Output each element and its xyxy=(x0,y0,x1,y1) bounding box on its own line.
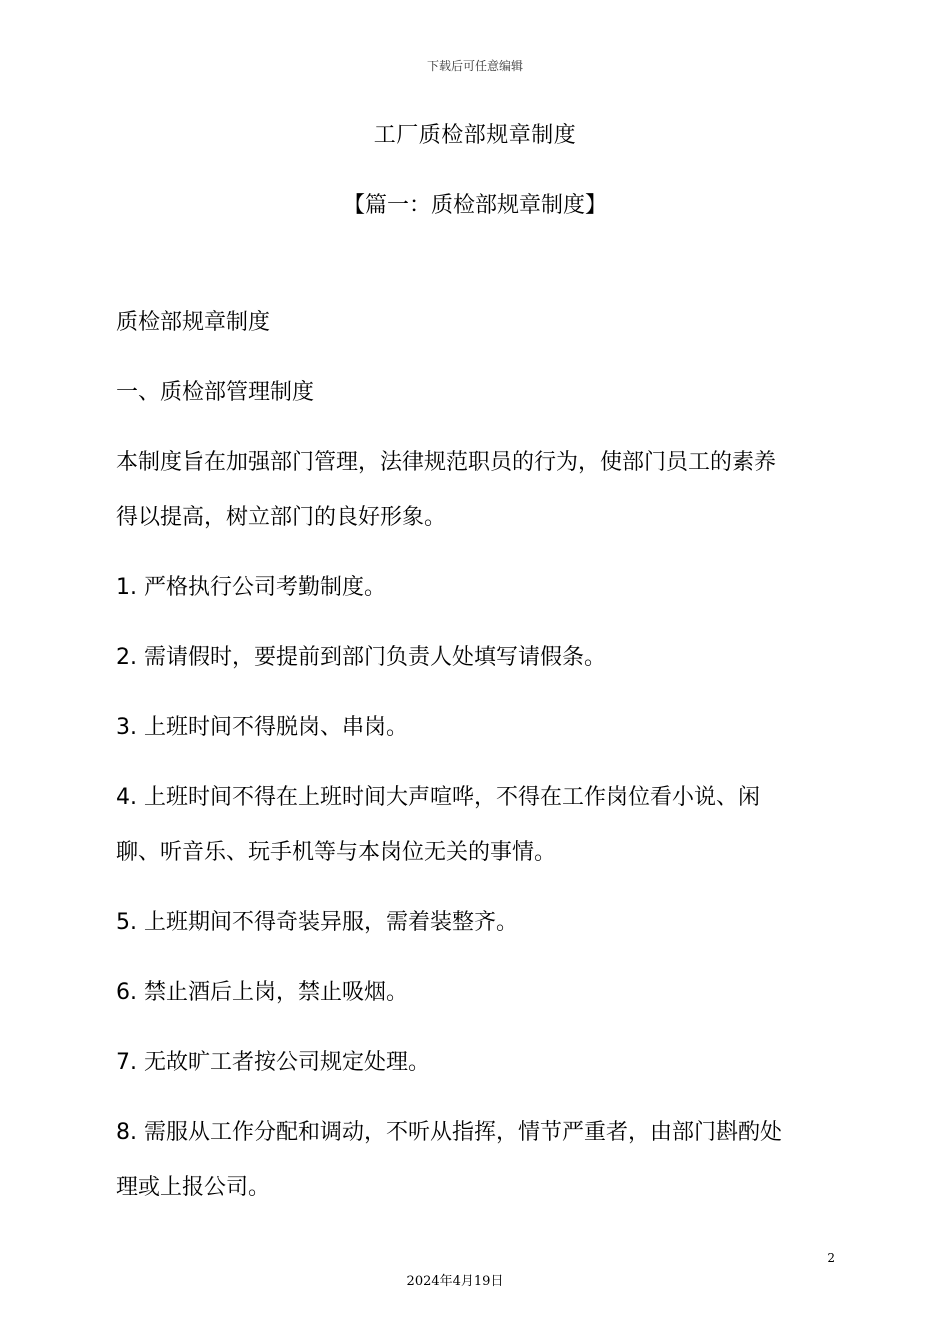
paragraph-line: 本制度旨在加强部门管理，法律规范职员的行为，使部门员工的素养 xyxy=(116,450,777,475)
page-number: 2 xyxy=(827,1251,835,1265)
subsection-heading: 一、质检部管理制度 xyxy=(116,380,315,405)
rule-item: 2. 需请假时，要提前到部门负责人处填写请假条。 xyxy=(116,645,606,670)
rule-item: 1. 严格执行公司考勤制度。 xyxy=(116,575,386,600)
rule-item: 4. 上班时间不得在上班时间大声喧哗，不得在工作岗位看小说、闲 xyxy=(116,785,760,810)
rule-item-continuation: 聊、听音乐、玩手机等与本岗位无关的事情。 xyxy=(116,840,557,865)
rule-item: 3. 上班时间不得脱岗、串岗。 xyxy=(116,715,408,740)
paragraph-line: 得以提高，树立部门的良好形象。 xyxy=(116,505,447,530)
section-heading: 质检部规章制度 xyxy=(116,310,271,335)
document-subtitle: 【篇一：质检部规章制度】 xyxy=(342,193,607,218)
rule-item: 7. 无故旷工者按公司规定处理。 xyxy=(116,1050,430,1075)
rule-item-continuation: 理或上报公司。 xyxy=(116,1175,271,1200)
rule-item: 5. 上班期间不得奇装异服，需着装整齐。 xyxy=(116,910,518,935)
header-note: 下载后可任意编辑 xyxy=(426,59,523,73)
footer-date: 2024年4月19日 xyxy=(406,1274,504,1289)
rule-item: 8. 需服从工作分配和调动，不听从指挥，情节严重者，由部门斟酌处 xyxy=(116,1120,782,1145)
rule-item: 6. 禁止酒后上岗，禁止吸烟。 xyxy=(116,980,408,1005)
document-title: 工厂质检部规章制度 xyxy=(373,123,577,148)
